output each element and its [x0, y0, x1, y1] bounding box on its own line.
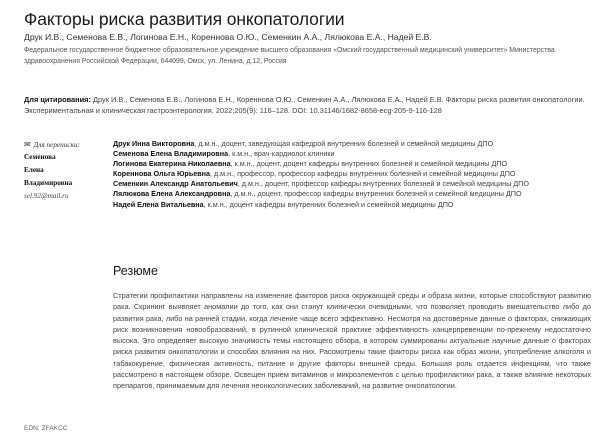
author-name: Друк Инна Викторовна — [113, 139, 195, 148]
author-list: Друк И.В., Семенова Е.В., Логинова Е.Н., Кореннова О.Ю., Семенкин А.А., Лялюкова Е.А., Надей Е.В. — [24, 32, 432, 42]
author-name: Надей Елена Витальевна — [113, 199, 204, 209]
author-detail — [113, 169, 605, 179]
author-role: , д.м.н., доцент, профессор кафедры внутренних болезней и семейной медицины ДПО — [230, 189, 522, 199]
author-role: , д.м.н., доцент, профессор кафедры внутренних болезней и семейной медицины ДПО — [237, 179, 529, 189]
author-role: , д.м.н., доцент, заведующая кафедрой внутренних болезней и семейной медицины ДПО — [194, 139, 494, 148]
envelope-icon: ✉ — [24, 140, 31, 149]
correspondence-label — [24, 140, 80, 149]
author-detail — [113, 149, 605, 159]
contact-name: Елена — [24, 166, 44, 174]
contact-patronymic: Владимировна — [24, 179, 73, 187]
citation-text: Друк И.В., Семенова Е.В., Логинова Е.Н., Кореннова О.Ю., Семенкин А.А., Лялюкова Е.А., Надей Е.В. Факторы риска развития онкопатологии. Экспериментальная и клиническая гастроэнтерология. 2022;205(9): 116–128. DOI: 10.31146/1682-8658-ecg-205-9-116-128 — [24, 95, 585, 115]
abstract-text: Стратегии профилактики направлены на изменение факторов риска окружающей среды и образа жизни, которые способствуют развитию рака. Скрининг выявляет аномалии до того, как они станут клинически очевидными, что позволяет проводить вмешательство либо до развития рака, либо на ранней стадии, когда лечение чаще всего эффективно. Несмотря на достоверные данные о факторах, снижающих риск возникновения новообразований, в рутинной клинической практике эффективность канцерпревенции по-прежнему недостаточно высока. Это определяет высокую значимость темы настоящего обзора, в котором суммированы актуальные научные данные о факторах риска развития онкопатологии и способах влияния на них. Рассмотрены такие факторы риска как образ жизни, употребление алкоголя и табакокурение, физическая активность, питание и другие факторы внешней среды. Большая роль отдается инфекциям, что также рассмотрено в настоящем обзоре. Освещен прием витаминов и микроэлементов с целью профилактики рака, а также влияние некоторых препаратов, принимаемым для лечения неонкологических заболеваний, на развитие онкопатологии. — [113, 291, 591, 391]
citation-block — [24, 95, 602, 116]
author-detail — [113, 179, 605, 189]
author-role: , к.м.н., доцент, доцент кафедры внутренних болезней и семейной медицины ДПО — [230, 159, 508, 169]
author-detail — [113, 189, 605, 199]
author-name: Логинова Екатерина Николаевна — [113, 159, 231, 169]
author-details-list — [113, 139, 605, 210]
author-name: Семенкин Александр Анатольевич — [113, 179, 238, 189]
author-detail — [113, 139, 605, 149]
author-name: Лялюкова Елена Александровна — [113, 189, 231, 199]
author-role: , д.м.н., профессор, профессор кафедры внутренних болезней и семейной медицины ДПО — [210, 169, 516, 179]
contact-email[interactable]: sel.92@mail.ru — [24, 192, 69, 200]
citation-label: Для цитирования: — [24, 95, 91, 104]
author-name: Кореннова Ольга Юрьевна — [113, 169, 210, 179]
affiliation: Федеральное государственное бюджетное образовательное учреждение высшего образования «Омский государственный медицинский университет» Министерства здравоохранения Российской Федерации, 644099, Омск, ул. Ленина, д.12, Россия — [24, 47, 555, 65]
abstract-heading: Резюме — [113, 264, 158, 278]
correspondence-text: Для переписки: — [33, 141, 80, 149]
edn-code: EDN: ZFAKCC — [24, 425, 68, 432]
author-detail — [113, 200, 605, 210]
author-name: Семенова Елена Владимировна — [113, 149, 229, 159]
author-detail — [113, 159, 605, 169]
contact-surname: Семенова — [24, 153, 56, 161]
author-role: , к.м.н., врач-кардиолог клиники — [228, 149, 335, 159]
article-title: Факторы риска развития онкопатологии — [24, 9, 345, 29]
author-role: , к.м.н., доцент кафедры внутренних болезней и семейной медицины ДПО — [203, 199, 454, 209]
